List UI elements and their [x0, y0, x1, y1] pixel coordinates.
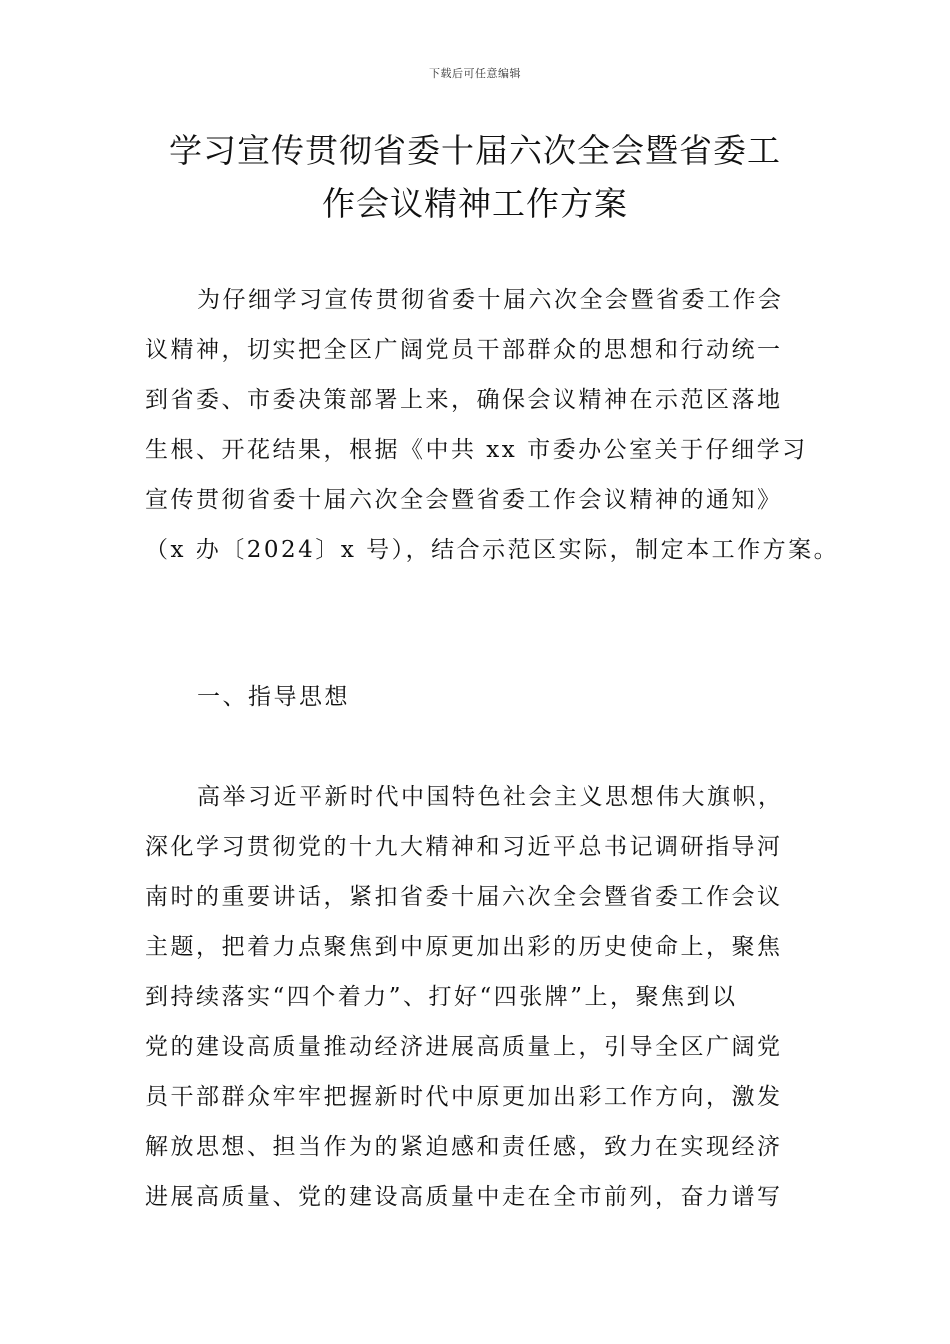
- header-note: 下载后可任意编辑: [429, 67, 521, 80]
- paragraph-line: 到持续落实“四个着力”、打好“四张牌”上，聚焦到以: [145, 984, 738, 1010]
- paragraph-line: 深化学习贯彻党的十九大精神和习近平总书记调研指导河: [145, 834, 783, 860]
- paragraph-line: 宣传贯彻省委十届六次全会暨省委工作会议精神的通知》: [145, 487, 783, 513]
- section-heading: [145, 672, 810, 722]
- paragraph-line: 党的建设高质量推动经济进展高质量上，引导全区广阔党: [145, 1034, 783, 1060]
- document-title: [120, 124, 830, 230]
- paragraph-line: 解放思想、担当作为的紧迫感和责任感，致力在实现经济: [145, 1134, 783, 1160]
- guiding-thought-paragraph: [145, 772, 810, 1222]
- paragraph-line: 主题，把着力点聚焦到中原更加出彩的历史使命上，聚焦: [145, 934, 783, 960]
- paragraph-line: 为仔细学习宣传贯彻省委十届六次全会暨省委工作会: [197, 287, 784, 313]
- title-line-2: 作会议精神工作方案: [322, 184, 628, 223]
- paragraph-line: 高举习近平新时代中国特色社会主义思想伟大旗帜，: [197, 784, 784, 810]
- paragraph-line: 员干部群众牢牢把握新时代中原更加出彩工作方向，激发: [145, 1084, 783, 1110]
- intro-paragraph: [145, 275, 840, 575]
- title-line-1: 学习宣传贯彻省委十届六次全会暨省委工: [169, 131, 781, 170]
- paragraph-line: （x 办〔2024〕x 号），结合示范区实际，制定本工作方案。: [145, 537, 840, 563]
- paragraph-line: 到省委、市委决策部署上来，确保会议精神在示范区落地: [145, 387, 783, 413]
- paragraph-line: 议精神，切实把全区广阔党员干部群众的思想和行动统一: [145, 337, 783, 363]
- paragraph-line: 生根、开花结果，根据《中共 xx 市委办公室关于仔细学习: [145, 437, 808, 463]
- paragraph-line: 南时的重要讲话，紧扣省委十届六次全会暨省委工作会议: [145, 884, 783, 910]
- section-heading-text: 一、指导思想: [197, 684, 350, 710]
- paragraph-line: 进展高质量、党的建设高质量中走在全市前列，奋力谱写: [145, 1184, 783, 1210]
